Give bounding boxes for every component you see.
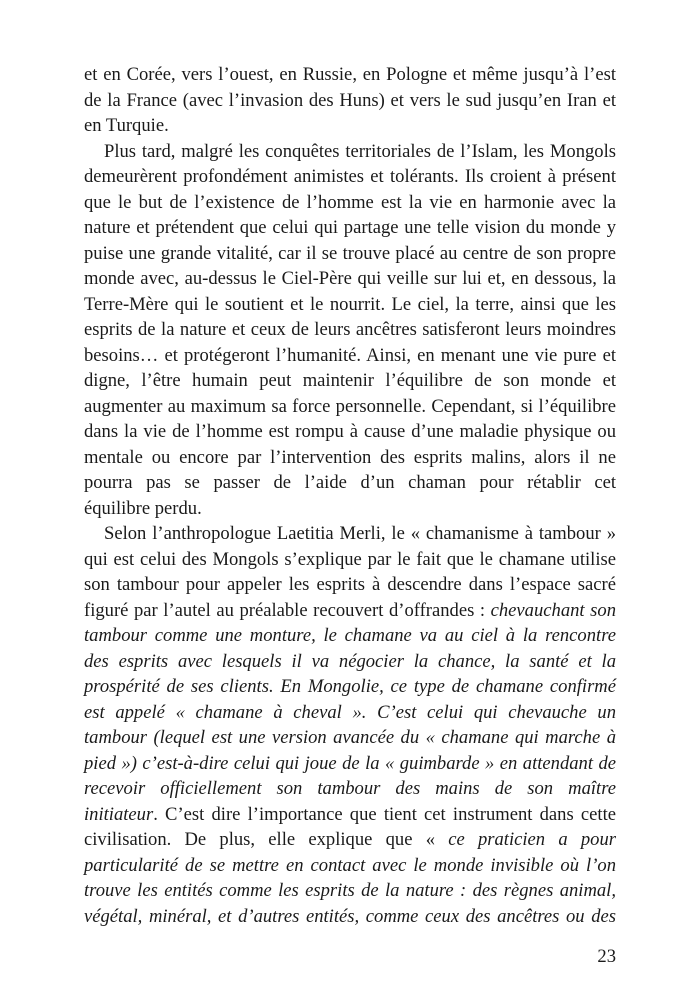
text-run: demeurèrent profondément animistes et tolérants. Ils croient à présent <box>84 166 616 187</box>
text-run: Selon l’anthropologue Laetitia Merli, le « chamanisme à tambour » <box>104 523 616 544</box>
text-run: en Turquie. <box>84 115 169 136</box>
text-line <box>84 394 616 420</box>
text-line <box>84 674 616 700</box>
italic-text: tambour comme une monture, le chamane va au ciel à la rencontre <box>84 625 616 646</box>
text-line <box>84 623 616 649</box>
text-line <box>84 368 616 394</box>
text-line <box>84 547 616 573</box>
italic-text: est appelé « chamane à cheval ». C’est celui qui chevauche un <box>84 701 616 723</box>
text-run: son tambour pour appeler les esprits à descendre dans l’espace sacré <box>84 574 616 595</box>
italic-text: chevauchant son <box>490 599 616 621</box>
text-line <box>84 266 616 292</box>
text-line <box>84 317 616 343</box>
text-line <box>84 241 616 267</box>
italic-text: prospérité de ses clients. En Mongolie, ce type de chamane confirmé <box>84 676 616 697</box>
text-run: digne, l’être humain peut maintenir l’équilibre de son monde et <box>84 370 616 391</box>
text-line <box>84 343 616 369</box>
text-run: pourra pas se passer de l’aide d’un chaman pour rétablir cet <box>84 472 616 493</box>
text-run: esprits de la nature et ceux de leurs ancêtres satisferont leurs moindres <box>84 319 616 340</box>
text-line <box>84 164 616 190</box>
text-line <box>84 649 616 675</box>
text-run: . C’est dire l’importance que tient cet instrument dans cette <box>153 803 616 825</box>
text-run: Terre-Mère qui le soutient et le nourrit. Le ciel, la terre, ainsi que les <box>84 293 616 315</box>
text-run: civilisation. De plus, elle explique que « <box>84 829 449 850</box>
text-line <box>84 62 616 88</box>
text-line <box>84 113 616 139</box>
text-run: monde avec, au-dessus le Ciel-Père qui veille sur lui et, en dessous, la <box>84 268 616 289</box>
italic-text: initiateur <box>84 803 154 825</box>
text-line <box>84 598 616 624</box>
italic-text: trouve les entités comme les esprits de la nature : des règnes animal, <box>84 880 616 901</box>
text-line <box>84 445 616 471</box>
text-run: équilibre perdu. <box>84 497 202 519</box>
italic-text: des esprits avec lesquels il va négocier la chance, la santé et la <box>84 650 616 672</box>
italic-text: pied ») c’est-à-dire celui qui joue de la « guimbarde » en attendant de <box>84 752 616 774</box>
text-line <box>84 776 616 802</box>
italic-text: ce praticien a pour <box>448 829 616 850</box>
text-line <box>84 751 616 777</box>
text-line <box>84 496 616 522</box>
text-run: besoins… et protégeront l’humanité. Ainsi, en menant une vie pure et <box>84 344 616 366</box>
italic-text: particularité de se mettre en contact avec le monde invisible où l’on <box>84 854 616 876</box>
text-run: augmenter au maximum sa force personnelle. Cependant, si l’équilibre <box>84 395 616 417</box>
text-line <box>84 827 616 853</box>
page-number: 23 <box>597 946 616 967</box>
text-run: puise une grande vitalité, car il se trouve placé au centre de son propre <box>84 242 616 264</box>
text-run: qui est celui des Mongols s’explique par le fait que le chamane utilise <box>84 548 616 570</box>
text-run: mentale ou encore par l’intervention des esprits malins, alors il ne <box>84 446 616 468</box>
text-line <box>84 853 616 879</box>
body-text <box>84 62 616 929</box>
italic-text: recevoir officiellement son tambour des mains de son maître <box>84 778 616 799</box>
text-line <box>84 292 616 318</box>
text-run: figuré par l’autel au préalable recouvert d’offrandes : <box>84 599 491 621</box>
text-line <box>84 725 616 751</box>
text-run: que le but de l’existence de l’homme est la vie en harmonie avec la <box>84 191 616 213</box>
text-line <box>84 802 616 828</box>
text-line <box>84 88 616 114</box>
text-run: nature et prétendent que celui qui partage une telle vision du monde y <box>84 217 616 238</box>
text-line <box>84 419 616 445</box>
text-run: de la France (avec l’invasion des Huns) et vers le sud jusqu’en Iran et <box>84 89 616 111</box>
italic-text: végétal, minéral, et d’autres entités, comme ceux des ancêtres ou des <box>84 905 616 927</box>
text-line <box>84 572 616 598</box>
text-line <box>84 700 616 726</box>
text-line <box>84 904 616 930</box>
text-run: dans la vie de l’homme est rompu à cause d’une maladie physique ou <box>84 421 616 442</box>
text-line <box>84 470 616 496</box>
text-line <box>84 878 616 904</box>
text-run: Plus tard, malgré les conquêtes territoriales de l’Islam, les Mongols <box>104 140 616 162</box>
text-line <box>84 139 616 165</box>
italic-text: tambour (lequel est une version avancée du « chamane qui marche à <box>84 727 616 748</box>
text-line <box>84 521 616 547</box>
text-line <box>84 190 616 216</box>
text-line <box>84 215 616 241</box>
text-run: et en Corée, vers l’ouest, en Russie, en Pologne et même jusqu’à l’est <box>84 64 616 85</box>
